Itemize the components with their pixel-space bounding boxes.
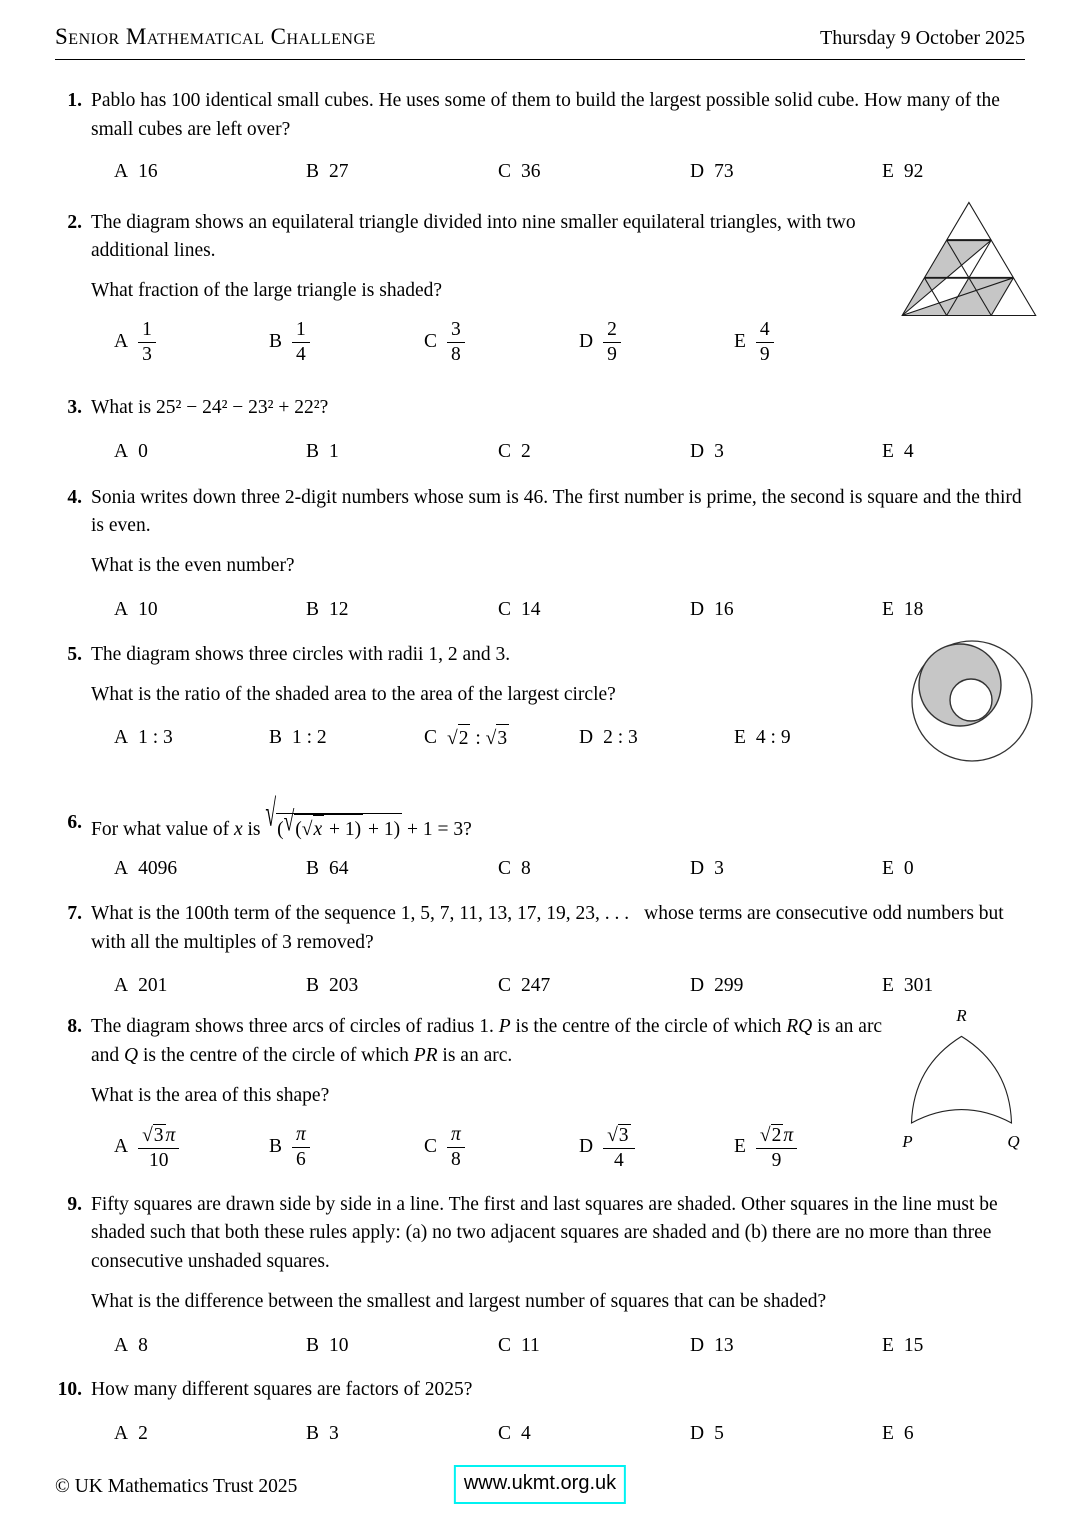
option-letter: A: [114, 975, 129, 997]
option-letter: D: [690, 1422, 705, 1444]
options-row: [91, 1123, 1025, 1173]
question-8: [55, 1006, 1025, 1172]
text-segment: + 1): [363, 819, 401, 840]
fraction: √ $\frac{2 \pi}{9}$: [756, 1123, 797, 1173]
question-text: The diagram shows an equilateral triangle divided into nine smaller equilateral triangles, with two additional lines.: [91, 211, 856, 262]
option-value: 1 : 2: [292, 727, 327, 749]
option-letter: E: [882, 1422, 894, 1444]
option-letter: E: [882, 1334, 894, 1356]
option-value: 8: [521, 857, 531, 879]
text-segment: The diagram shows three arcs of circles of radius 1.: [91, 1016, 499, 1038]
question-number: 8.: [67, 1016, 82, 1038]
option-d: [579, 724, 734, 753]
fraction: √ $\frac{3 \pi}{10}$: [138, 1123, 179, 1173]
sqrt-outer: [265, 819, 402, 840]
option-letter: D: [690, 1334, 705, 1356]
option-c: [424, 1123, 579, 1172]
sqrt: √ 3: [142, 1125, 165, 1146]
exam-date: Thursday 9 October 2025: [820, 27, 1025, 49]
option-value: 12: [329, 599, 349, 621]
label-r: R: [956, 1006, 967, 1026]
fraction: $\frac{4}{9}$: [756, 318, 774, 367]
option-value: 8: [138, 1334, 148, 1356]
option-value: 3: [714, 857, 724, 879]
option-letter: A: [114, 1334, 129, 1356]
option-b: [269, 1123, 424, 1172]
small-circle: [950, 679, 992, 721]
option-value: 11: [521, 1334, 540, 1356]
option-value: 201: [138, 975, 168, 997]
option-b: [306, 438, 498, 467]
option-d: [579, 1123, 734, 1173]
option-letter: A: [114, 599, 129, 621]
option-c: [498, 855, 690, 884]
options-row: [91, 158, 1025, 187]
option-value: 1: [329, 440, 339, 462]
option-letter: A: [114, 331, 129, 353]
option-e: [734, 1123, 797, 1173]
option-letter: C: [424, 331, 438, 353]
text-segment: is: [242, 819, 266, 840]
option-c: [424, 724, 579, 754]
label-q: Q: [1007, 1132, 1020, 1152]
option-c: [498, 438, 690, 467]
option-letter: D: [690, 599, 705, 621]
option-letter: E: [734, 331, 746, 353]
copyright-text: © UK Mathematics Trust 2025: [55, 1475, 298, 1497]
option-letter: D: [690, 160, 705, 182]
question-9: [55, 1191, 1025, 1361]
label-p: P: [902, 1132, 913, 1152]
question-text: What is 25² − 24² − 23² + 22²?: [91, 396, 329, 418]
website-link[interactable]: www.ukmt.org.uk: [454, 1465, 626, 1505]
options-row: [91, 596, 1025, 625]
arc-pr: PR: [413, 1045, 438, 1067]
options-row: [91, 1420, 1025, 1449]
option-letter: B: [269, 727, 283, 749]
sqrt: √ 2: [447, 728, 470, 749]
question-number: 2.: [67, 211, 82, 233]
option-letter: B: [306, 1422, 320, 1444]
question-number: 7.: [67, 902, 82, 924]
option-a: [114, 1332, 306, 1361]
option-letter: D: [690, 440, 705, 462]
fraction: $\frac{3}{8}$: [447, 318, 465, 367]
option-d: [690, 1332, 882, 1361]
text-segment: is the centre of the circle of which: [510, 1016, 787, 1038]
question-number: 3.: [67, 396, 82, 418]
question-text: What is the even number?: [91, 555, 295, 577]
option-value: 3: [329, 1422, 339, 1444]
question-1: [55, 87, 1025, 187]
option-letter: D: [579, 331, 594, 353]
option-letter: A: [114, 440, 129, 462]
sqrt: √ 3: [607, 1125, 630, 1146]
option-e: [882, 438, 914, 467]
question-text: What is the difference between the smallest and largest number of squares that can be shaded?: [91, 1291, 827, 1313]
option-value: 299: [714, 975, 744, 997]
question-6: [55, 809, 1025, 884]
text-segment: is the centre of the circle of which: [138, 1045, 414, 1067]
option-e: [882, 1332, 923, 1361]
text-segment: whose terms are consecutive odd numbers but with all the multiples of 3 removed?: [91, 902, 1004, 953]
option-value: 18: [903, 599, 924, 621]
page-footer: [55, 1465, 1025, 1509]
question-number: 4.: [67, 486, 82, 508]
question-text: Sonia writes down three 2-digit numbers whose sum is 46. The first number is prime, the second is square and the third is even.: [91, 486, 1022, 537]
option-c: [498, 596, 690, 625]
question-3: [55, 394, 1025, 467]
option-value: 14: [521, 599, 541, 621]
option-e: [882, 972, 933, 1001]
fraction: $\frac{2}{9}$: [603, 318, 621, 367]
question-text: What is the ratio of the shaded area to the area of the largest circle?: [91, 683, 616, 705]
point-q: Q: [124, 1045, 139, 1067]
option-value: 6: [903, 1422, 914, 1444]
options-row: [91, 318, 1025, 367]
option-b: [306, 596, 498, 625]
option-letter: B: [306, 857, 320, 879]
option-d: [579, 318, 734, 367]
option-letter: C: [498, 440, 512, 462]
option-letter: D: [579, 1136, 594, 1158]
question-text: Fifty squares are drawn side by side in a line. The first and last squares are shaded. Other squares in the line must be shaded such that both these rules apply: (a) no two adjacent squares are shaded and (b) there are no more than three consecutive unshaded squares.: [91, 1193, 998, 1273]
option-a: [114, 318, 269, 367]
fraction: $\frac{1}{3}$: [138, 318, 156, 367]
option-b: [269, 724, 424, 753]
option-letter: B: [269, 1136, 283, 1158]
question-5: [55, 641, 1025, 779]
option-d: [690, 972, 882, 1001]
exam-title: Senior Mathematical Challenge: [55, 24, 376, 49]
option-letter: C: [424, 1136, 438, 1158]
pi-symbol: π: [783, 1124, 794, 1146]
text-segment: + 1): [324, 819, 362, 840]
option-letter: A: [114, 857, 129, 879]
option-e: [882, 158, 923, 187]
pi-symbol: π: [296, 1124, 306, 1146]
text-segment: + 1 = 3?: [402, 819, 472, 840]
option-value: 5: [714, 1422, 724, 1444]
option-letter: B: [306, 160, 320, 182]
option-a: [114, 438, 306, 467]
option-a: [114, 1420, 306, 1449]
option-letter: A: [114, 1422, 129, 1444]
option-value: 13: [714, 1334, 734, 1356]
option-d: [690, 855, 882, 884]
pi-symbol: π: [165, 1124, 176, 1146]
arc-shape: [912, 1037, 1012, 1124]
option-value: 247: [521, 975, 551, 997]
question-number: 5.: [67, 644, 82, 665]
option-letter: E: [882, 975, 894, 997]
option-e: [882, 1420, 914, 1449]
option-letter: B: [306, 599, 320, 621]
triangle-diagram: [900, 199, 1040, 320]
option-value: 4096: [138, 857, 178, 879]
paren: (: [277, 819, 284, 840]
fraction: √ $\frac{3}{4}$: [603, 1123, 634, 1173]
question-10: [55, 1376, 1025, 1449]
option-letter: C: [498, 1334, 512, 1356]
options-row: [91, 724, 1025, 754]
question-number: 6.: [67, 812, 82, 833]
question-4: [55, 484, 1025, 625]
option-c: [424, 318, 579, 367]
option-value: 27: [329, 160, 349, 182]
options-row: [91, 972, 1025, 1001]
text-segment: is an arc and: [91, 1016, 883, 1067]
option-a: [114, 1123, 269, 1173]
option-value: 203: [329, 975, 359, 997]
option-letter: C: [498, 160, 512, 182]
option-value: 0: [903, 857, 914, 879]
point-p: P: [498, 1016, 511, 1038]
option-letter: E: [882, 599, 894, 621]
question-text: How many different squares are factors of 2025?: [91, 1378, 473, 1400]
option-b: [306, 1332, 498, 1361]
options-row: [91, 1332, 1025, 1361]
option-value: √ 2 : √ 3: [447, 724, 509, 754]
option-b: [306, 158, 498, 187]
option-value: 16: [714, 599, 734, 621]
question-text: [91, 1013, 891, 1071]
option-b: [306, 1420, 498, 1449]
text-segment: What is the 100th term of the sequence 1, 5, 7, 11, 13, 17, 19, 23, . . .: [91, 902, 630, 924]
option-letter: C: [498, 975, 512, 997]
option-letter: A: [114, 160, 129, 182]
option-value: 3: [714, 440, 724, 462]
option-value: 2 : 3: [603, 727, 638, 749]
option-c: [498, 972, 690, 1001]
page-header: [55, 20, 1025, 60]
option-letter: A: [114, 727, 129, 749]
options-row: [91, 438, 1025, 467]
option-value: 64: [329, 857, 349, 879]
option-a: [114, 972, 306, 1001]
option-letter: D: [579, 727, 594, 749]
circles-diagram: [904, 633, 1040, 769]
question-text: What is the area of this shape?: [91, 1085, 330, 1107]
option-letter: B: [306, 975, 320, 997]
option-value: 92: [903, 160, 924, 182]
text-segment: For what value of: [91, 819, 234, 840]
option-d: [690, 438, 882, 467]
option-e: [734, 724, 791, 753]
option-e: [882, 855, 914, 884]
sqrt-middle: [284, 819, 364, 840]
option-a: [114, 596, 306, 625]
option-c: [498, 158, 690, 187]
option-letter: B: [306, 1334, 320, 1356]
option-b: [306, 855, 498, 884]
question-7: [55, 900, 1025, 1002]
option-b: [269, 318, 424, 367]
question-number: 9.: [67, 1193, 82, 1215]
variable-x: x: [233, 819, 243, 840]
options-row: [91, 855, 1025, 884]
question-text: What fraction of the large triangle is shaded?: [91, 280, 443, 302]
option-letter: D: [690, 857, 705, 879]
question-number: 1.: [67, 90, 82, 112]
option-letter: E: [734, 727, 746, 749]
option-letter: B: [306, 440, 320, 462]
option-c: [498, 1420, 690, 1449]
option-value: 16: [138, 160, 158, 182]
option-d: [690, 1420, 882, 1449]
option-letter: E: [882, 160, 894, 182]
question-text: [91, 813, 1025, 845]
option-value: 1 : 3: [138, 727, 173, 749]
option-value: 10: [138, 599, 158, 621]
option-letter: C: [498, 1422, 512, 1444]
option-value: 15: [903, 1334, 924, 1356]
option-d: [690, 158, 882, 187]
question-2: [55, 209, 1025, 367]
option-letter: C: [424, 727, 438, 749]
question-text: Pablo has 100 identical small cubes. He uses some of them to build the largest possible solid cube. How many of the small cubes are left over?: [91, 90, 1000, 140]
option-d: [690, 596, 882, 625]
option-letter: E: [882, 440, 894, 462]
option-letter: D: [690, 975, 705, 997]
option-value: 0: [138, 440, 148, 462]
fraction: $\frac{1}{4}$: [292, 318, 310, 367]
option-value: 2: [138, 1422, 148, 1444]
arcs-diagram: [895, 1001, 1030, 1156]
option-value: 301: [903, 975, 934, 997]
option-value: 2: [521, 440, 531, 462]
paren: (: [295, 819, 302, 840]
fraction: $\frac{\pi}{6}$: [292, 1123, 310, 1172]
option-letter: A: [114, 1136, 129, 1158]
option-letter: E: [734, 1136, 746, 1158]
fraction: $\frac{\pi}{8}$: [447, 1123, 465, 1172]
option-value: 4: [903, 440, 914, 462]
option-a: [114, 724, 269, 753]
option-letter: C: [498, 857, 512, 879]
question-text: [91, 900, 1025, 958]
option-letter: B: [269, 331, 283, 353]
option-c: [498, 1332, 690, 1361]
question-number: 10.: [57, 1378, 82, 1400]
option-value: 4: [521, 1422, 531, 1444]
option-e: [734, 318, 774, 367]
text-segment: is an arc.: [437, 1045, 513, 1067]
option-e: [882, 596, 923, 625]
option-b: [306, 972, 498, 1001]
option-letter: C: [498, 599, 512, 621]
option-value: 73: [714, 160, 734, 182]
arc-rq: RQ: [786, 1016, 813, 1038]
option-letter: E: [882, 857, 894, 879]
pi-symbol: π: [451, 1124, 461, 1146]
option-value: 10: [329, 1334, 349, 1356]
sqrt: √ 3: [486, 728, 509, 749]
sqrt-inner: √ x: [302, 819, 324, 840]
option-value: 36: [521, 160, 541, 182]
option-value: 4 : 9: [755, 727, 791, 749]
sqrt: √ 2: [760, 1125, 783, 1146]
option-a: [114, 855, 306, 884]
question-text: The diagram shows three circles with radii 1, 2 and 3.: [91, 644, 511, 665]
option-a: [114, 158, 306, 187]
